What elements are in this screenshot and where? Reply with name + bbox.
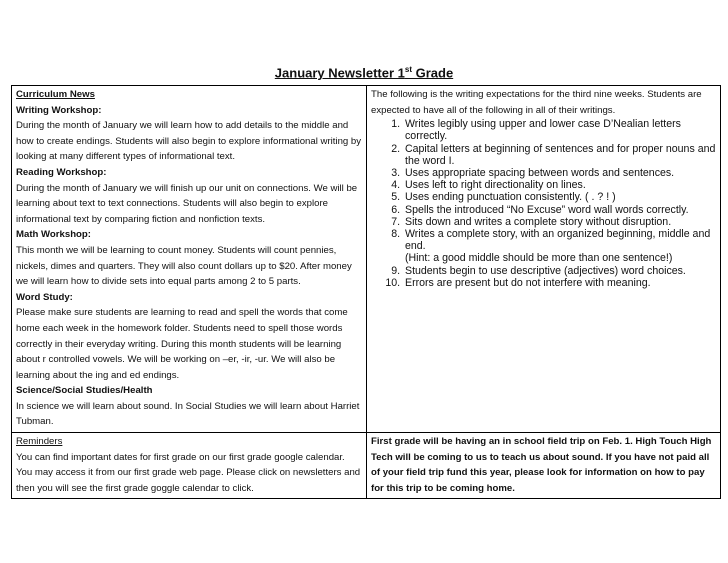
list-item: 5. Uses ending punctuation consistently. ( . ? ! ): [403, 191, 716, 203]
curriculum-cell: [12, 86, 367, 433]
reading-workshop-text: During the month of January we will finish up our unit on connections. We will be learning about text to text connections. Students will also begin to explore informational text by comparing fiction and nonfiction texts.: [16, 182, 358, 225]
word-study-text: Please make sure students are learning to read and spell the words that come home each week in the homework folder. Students need to spell those words correctly in their everyday writing. During this month students will be learning about r controlled vowels. We will be working on –er, -ir, -ur. We will also be learning about the ing and ed endings.: [16, 307, 348, 381]
page-title: [0, 65, 728, 80]
expectations-list: [371, 118, 716, 289]
list-item: 4. Uses left to right directionality on lines.: [403, 179, 716, 191]
writing-expectations-cell: [367, 86, 721, 433]
list-item: 8. Writes a complete story, with an organized beginning, middle and end. (Hint: a good middle should be more than one sentence!): [403, 228, 716, 265]
title-text: January Newsletter 1: [274, 65, 405, 81]
reminders-text: You can find important dates for first grade on our first grade google calendar. You may access it from our first grade web page. Please click on newsletters and then you will see the first grade goggle calendar to click.: [16, 451, 361, 494]
list-item: 2. Capital letters at beginning of sentences and for proper nouns and the word I.: [403, 143, 716, 167]
table-row: [12, 433, 721, 499]
list-item: 6. Spells the introduced “No Excuse” word wall words correctly.: [403, 204, 716, 216]
list-item: 3. Uses appropriate spacing between words and sentences.: [403, 167, 716, 179]
writing-workshop-heading: Writing Workshop:: [16, 104, 102, 116]
science-text: In science we will learn about sound. In Social Studies we will learn about Harriet Tubman.: [16, 400, 360, 428]
science-heading: Science/Social Studies/Health: [16, 385, 153, 397]
writing-workshop-text: During the month of January we will learn how to add details to the middle and how to create endings. Students will also begin to explore informational writing by looking at many different types of informational text.: [16, 120, 362, 163]
newsletter-table: [11, 85, 721, 499]
expectations-intro: The following is the writing expectations for the third nine weeks. Students are expected to have all of the following in all of their writings.: [371, 89, 702, 116]
list-item: 10. Errors are present but do not interfere with meaning.: [403, 277, 716, 289]
reminders-cell: [12, 433, 367, 499]
reading-workshop-heading: Reading Workshop:: [16, 166, 107, 178]
math-workshop-heading: Math Workshop:: [16, 229, 91, 241]
reminders-heading: Reminders: [16, 436, 63, 448]
hint-text: (Hint: a good middle should be more than one sentence!): [405, 252, 673, 265]
math-workshop-text: This month we will be learning to count money. Students will count pennies, nickels, dimes and quarters. They will also count dollars up to $20. After money we will learn how to divide sets into equal parts among 2 to 5 parts.: [16, 244, 352, 288]
table-row: [12, 86, 721, 433]
list-item: 7. Sits down and writes a complete story without disruption.: [403, 216, 716, 228]
word-study-heading: Word Study:: [16, 291, 73, 303]
title-tail: Grade: [412, 65, 454, 81]
field-trip-cell: [367, 433, 721, 499]
list-item: 9. Students begin to use descriptive (adjectives) word choices.: [403, 265, 716, 277]
field-trip-text: First grade will be having an in school field trip on Feb. 1. High Touch High Tech will be coming to us to teach us about sound. If you have not paid all of your field trip fund this year, please look for information on how to pay for this trip to be coming home.: [371, 436, 712, 494]
title-superscript: st: [404, 65, 412, 74]
list-item: 1. Writes legibly using upper and lower case D’Nealian letters correctly.: [403, 118, 716, 142]
curriculum-heading: Curriculum News: [16, 89, 95, 100]
